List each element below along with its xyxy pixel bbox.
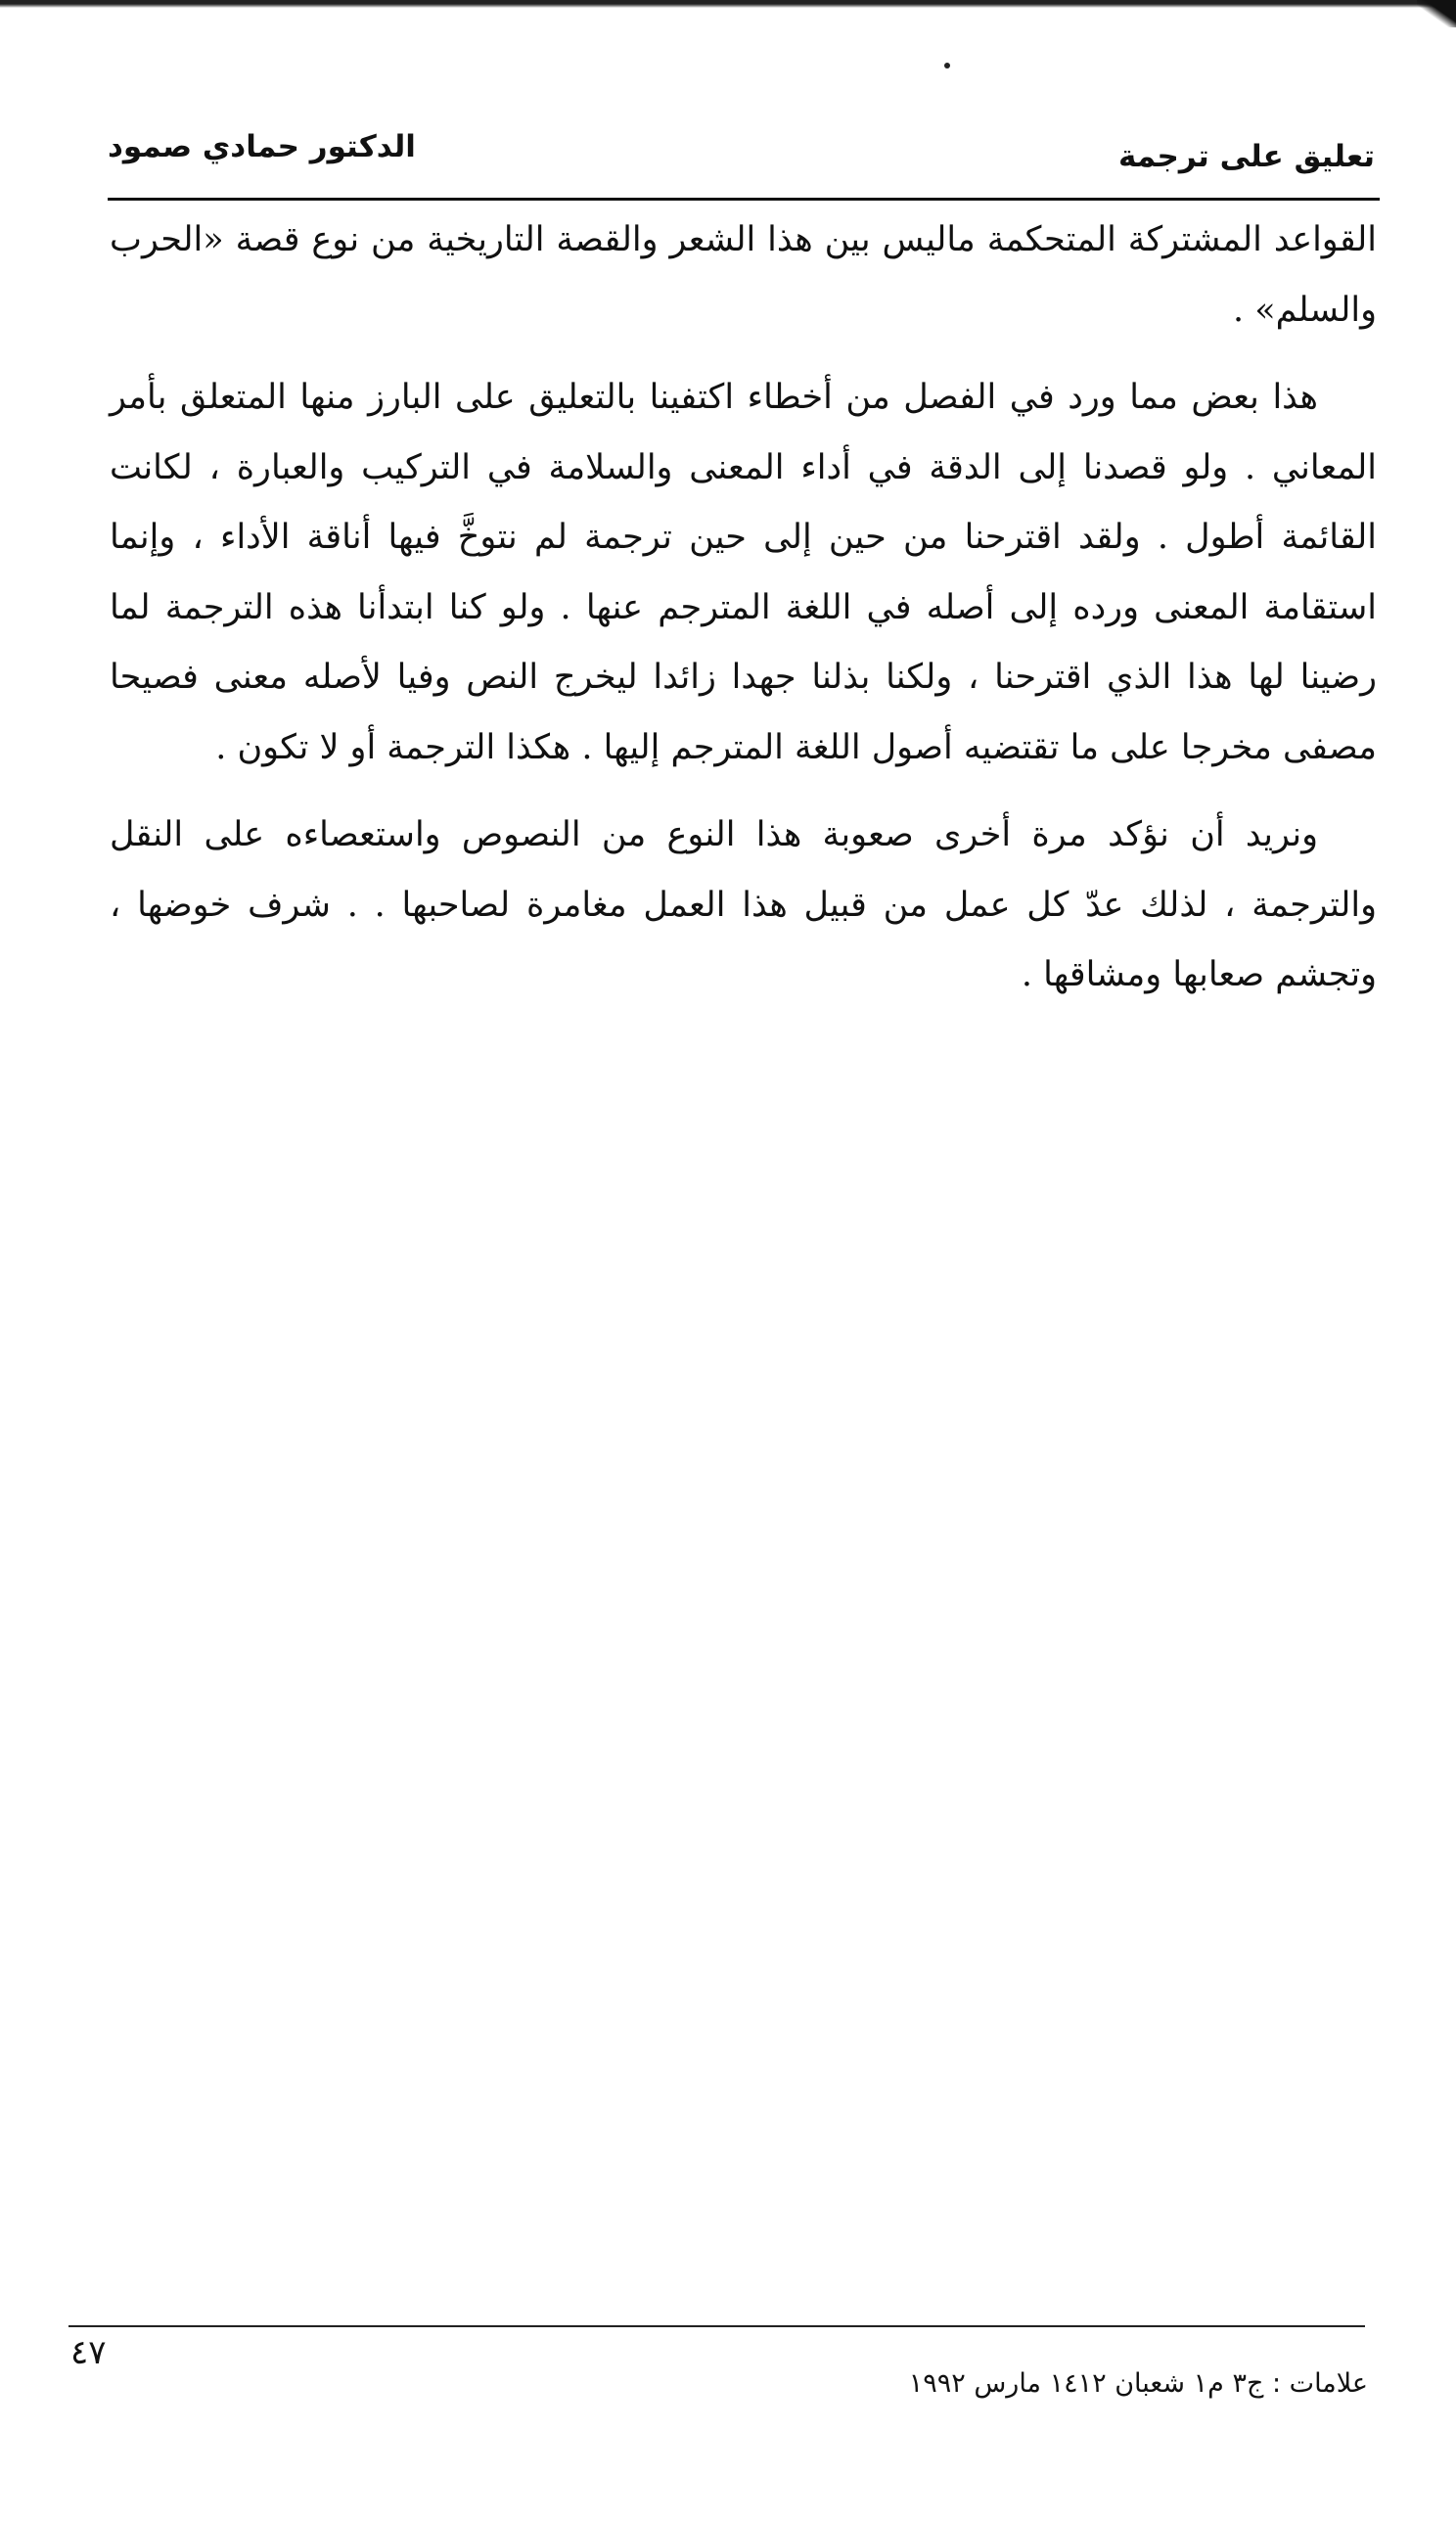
paragraph-1: القواعد المشتركة المتحكمة ماليس بين هذا الشعر والقصة التاريخية من نوع قصة «الحرب والسلم» . <box>110 220 1377 330</box>
running-header <box>108 125 1375 194</box>
scan-edge-corner <box>1417 0 1456 27</box>
running-header-author: الدكتور حمادي صمود <box>108 129 416 164</box>
paragraph-2: هذا بعض مما ورد في الفصل من أخطاء اكتفينا بالتعليق على البارز منها المتعلق بأمر المعاني . ولو قصدنا إلى الدقة في أداء المعنى والسلامة في التركيب والعبارة ، لكانت القائمة أطول . ولقد اقترحنا من حين إلى حين ترجمة لم نتوخَّ فيها أناقة الأداء ، وإنما استقامة المعنى ورده إلى أصله في اللغة المترجم عنها . ولو كنا ابتدأنا هذه الترجمة لما رضينا لها هذا الذي اقترحنا ، ولكنا بذلنا جهدا زائدا ليخرج النص وفيا لأصله معنى فصيحا مصفى مخرجا على ما تقتضيه أصول اللغة المترجم إليها . هكذا الترجمة أو لا تكون . <box>110 378 1377 767</box>
header-rule <box>108 198 1380 201</box>
paragraph-spacer <box>110 345 1377 363</box>
paragraph-spacer <box>110 783 1377 801</box>
journal-citation: علامات : ج٣ م١ شعبان ١٤١٢ مارس ١٩٩٢ <box>908 2368 1368 2399</box>
running-header-title: تعليق على ترجمة <box>1117 139 1375 174</box>
page-number: ٤٧ <box>70 2333 107 2372</box>
scan-edge-top <box>0 0 1456 8</box>
article-body <box>110 206 1377 1011</box>
paragraph-3: ونريد أن نؤكد مرة أخرى صعوبة هذا النوع من النصوص واستعصاءه على النقل والترجمة ، لذلك عدّ كل عمل من قبيل هذا العمل مغامرة لصاحبها . . شرف خوضها ، وتجشم صعابها ومشاقها . <box>110 815 1377 994</box>
scan-speck <box>944 63 950 69</box>
footer-rule <box>68 2325 1365 2327</box>
